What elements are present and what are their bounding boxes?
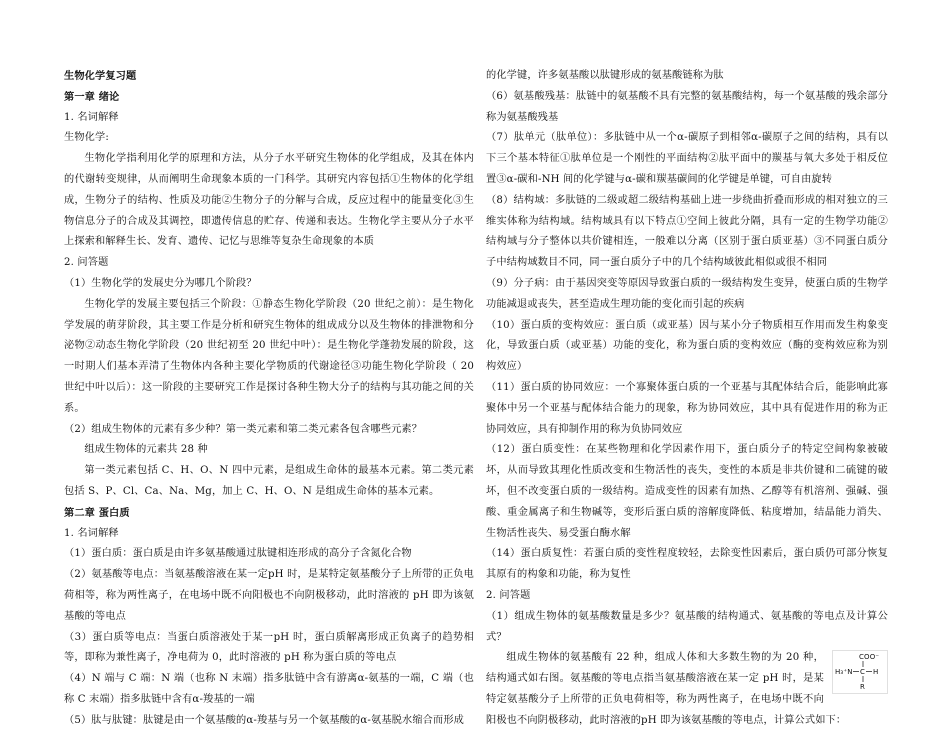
figure-h3n-label: H₃⁺N: [835, 668, 853, 677]
figure-c-label: C: [860, 668, 866, 677]
definition-item: （4）N 端与 C 端：N 端（也称 N 末端）指多肽链中含有游离α-氨基的一端，C 端（也称 C 末端）指多肽链中含有α-羧基的一端: [64, 673, 474, 705]
definition-item: （10）蛋白质的变构效应：蛋白质（或亚基）因与某小分子物质相互作用而发生构象变化，导致蛋白质（或亚基）功能的变化，称为蛋白质的变构效应（酶的变构效应称为别构效应）: [486, 319, 888, 373]
answer: 生物化学的发展主要包括三个阶段：①静态生物化学阶段（20 世纪之前）：是生物化学发展的萌芽阶段，其主要工作是分析和研究生物体的组成成分以及生物体的排泄物和分泌物②动态生物化学阶段（20 世纪初至 20 世纪中叶）：是生物化学蓬勃发展的阶段，这一时期人们基本弄清了生物体内各种主要化学物质的代谢途径③功能生物化学阶段（ 20 世纪中叶以后）：这一阶段的主要研究工作是探讨各种生物大分子的结构与其功能之间的关系。: [64, 298, 474, 414]
term-label: 生物化学:: [64, 132, 109, 144]
left-column: [64, 66, 474, 732]
definition-item: （7）肽单元（肽单位）：多肽链中从一个α-碳原子到相邻α-碳原子之间的结构，具有以下三个基本特征①肽单位是一个刚性的平面结构②肽平面中的羰基与氧大多处于相反位置③α-碳和-NH 间的化学键与α-碳和羰基碳间的化学键是单键，可自由旋转: [486, 132, 888, 185]
figure-r-label: R: [860, 683, 866, 692]
section-heading: 2. 问答题: [64, 257, 109, 269]
answer: 组成生物体的氨基酸有 22 种，组成人体和大多数生物的为 20 种，结构通式如右图。氨基酸的等电点指当氨基酸溶液在某一定 pH 时，是某特定氨基酸分子上所带的正负电荷相等，称为两性离子，在电场中既不向阳极也不向阴极移动，此时溶液的pH 即为该氨基酸的等电点，计算公式如下：: [486, 652, 847, 726]
section-heading: 1. 名词解释: [64, 111, 119, 123]
definition-item: （3）蛋白质等电点：当蛋白质溶液处于某一pH 时，蛋白质解离形成正负离子的趋势相等，即称为兼性离子，净电荷为 0，此时溶液的 pH 称为蛋白质的等电点: [64, 631, 474, 664]
question: （1）生物化学的发展史分为哪几个阶段？: [64, 277, 257, 289]
figure-coo-label: COO⁻: [859, 653, 880, 662]
definition-item: （2）氨基酸等电点：当氨基酸溶液在某一定pH 时，是某特定氨基酸分子上所带的正负电荷相等，称为两性离子，在电场中既不向阳极也不向阴极移动，此时溶液的 pH 即为该氨基酸的等电点: [64, 569, 474, 622]
definition-item: （9）分子病：由于基因突变等原因导致蛋白质的一级结构发生变异，使蛋白质的生物学功能减退或丧失，甚至造成生理功能的变化而引起的疾病: [486, 277, 888, 310]
biochem-definition: 生物化学指利用化学的原理和方法，从分子水平研究生物体的化学组成，及其在体内的代谢转变规律，从而阐明生命现象本质的一门科学。其研究内容包括①生物体的化学组成，生物分子的结构、性质及功能②生物分子的分解与合成，反应过程中的能量变化③生物信息分子的合成及其调控，即遗传信息的贮存、传递和表达。生物化学主要从分子水平上探索和解释生长、发育、遗传、记忆与思维等复杂生命现象的本质: [64, 153, 474, 248]
document-title: 生物化学复习题: [64, 70, 137, 82]
definition-item: （1）蛋白质：蛋白质是由许多氨基酸通过肽键相连形成的高分子含氮化合物: [64, 548, 412, 560]
section-heading: 1. 名词解释: [64, 527, 119, 539]
definition-item: （6）氨基酸残基：肽链中的氨基酸不具有完整的氨基酸结构，每一个氨基酸的残余部分称为氨基酸残基: [486, 90, 888, 123]
definition-item: （11）蛋白质的协同效应：一个寡聚体蛋白质的一个亚基与其配体结合后，能影响此寡聚体中另一个亚基与配体结合能力的现象，称为协同效应，其中具有促进作用的称为正协同效应，具有抑制作用的称为负协同效应: [486, 381, 888, 435]
definition-item: （5）肽与肽键：肽键是由一个氨基酸的α-羧基与另一个氨基酸的α-氨基脱水缩合而形成: [64, 714, 465, 726]
definition-item: 的化学键，许多氨基酸以肽键形成的氨基酸链称为肽: [486, 70, 724, 81]
chapter-2-title: 第二章 蛋白质: [64, 506, 130, 519]
definition-item: （8）结构域：多肽链的二级或超二级结构基础上进一步绕曲折叠而形成的相对独立的三维实体称为结构域。结构域具有以下特点①空间上彼此分隔，具有一定的生物学功能②结构域与分子整体以共价键相连，一般难以分离（区别于蛋白质亚基）③不同蛋白质分子中结构域数目不同，同一蛋白质分子中的几个结构域彼此相似或很不相同: [486, 194, 888, 269]
right-column: [486, 66, 888, 732]
definition-item: （14）蛋白质复性：若蛋白质的变性程度较轻，去除变性因素后，蛋白质仍可部分恢复其原有的构象和功能，称为复性: [486, 548, 888, 581]
amino-acid-structure-figure: [832, 650, 888, 694]
question: （2）组成生物体的元素有多少种？第一类元素和第二类元素各包含哪些元素？: [64, 423, 423, 435]
definition-item: （12）蛋白质变性：在某些物理和化学因素作用下，蛋白质分子的特定空间构象被破坏，从而导致其理化性质改变和生物活性的丧失，变性的本质是非共价键和二硫键的破坏，但不改变蛋白质的一级结构。造成变性的因素有加热、乙醇等有机溶剂、强碱、强酸、重金属离子和生物碱等，变形后蛋白质的溶解度降低、粘度增加，结晶能力消失、生物活性丧失、易受蛋白酶水解: [486, 444, 888, 539]
chapter-1-title: 第一章 绪论: [64, 90, 120, 103]
question: （1）组成生物体的氨基酸数量是多少？氨基酸的结构通式、氨基酸的等电点及计算公式？: [486, 610, 888, 643]
section-heading: 2. 问答题: [486, 589, 531, 601]
figure-h-label: H: [873, 668, 879, 677]
answer: 组成生物体的元素共 28 种: [84, 444, 208, 456]
answer: 第一类元素包括 C、H、O、N 四中元素，是组成生命体的最基本元素。第二类元素包括 S、P、Cl、Ca、Na、Mg，加上 C、H、O、N 是组成生命体的基本元素。: [64, 465, 474, 497]
